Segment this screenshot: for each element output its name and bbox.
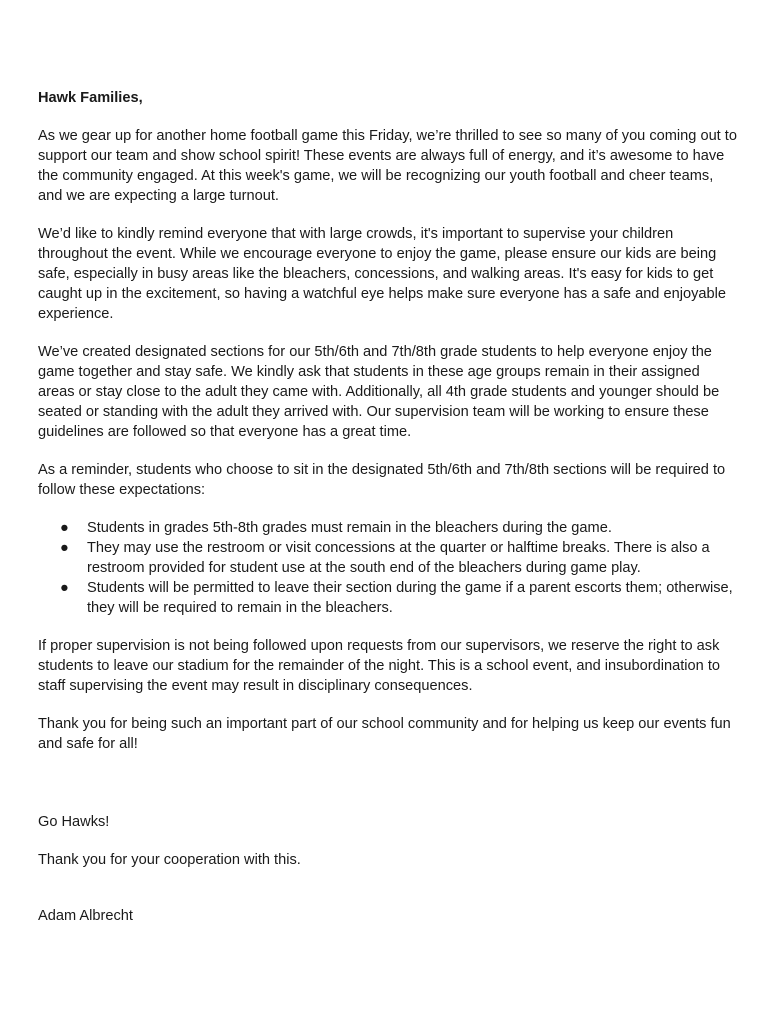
- list-item-text: They may use the restroom or visit concessions at the quarter or halftime breaks. There is also a restroom provided for student use at the south end of the bleachers during game play.: [87, 540, 710, 576]
- spacer: [38, 772, 738, 812]
- list-item-text: Students will be permitted to leave their section during the game if a parent escorts them; otherwise, they will be required to remain in the bleachers.: [87, 580, 733, 616]
- list-item: [38, 578, 738, 618]
- list-item: [38, 518, 738, 538]
- bullet-icon: ●: [60, 520, 69, 536]
- signature: Adam Albrecht: [38, 908, 133, 924]
- spacer: [38, 888, 738, 906]
- letter-body: [38, 88, 738, 926]
- paragraph-consequences: If proper supervision is not being followed upon requests from our supervisors, we reserve the right to ask students to leave our stadium for the remainder of the night. This is a school event, and insubordination to staff supervising the event may result in disciplinary consequences.: [38, 638, 720, 694]
- sign-off: Go Hawks!: [38, 814, 110, 830]
- expectations-list: [38, 518, 738, 618]
- bullet-icon: ●: [60, 540, 69, 556]
- paragraph-thanks: Thank you for being such an important part of our school community and for helping us keep our events fun and safe for all!: [38, 716, 731, 752]
- paragraph-supervision: We’d like to kindly remind everyone that with large crowds, it's important to supervise your children throughout the event. While we encourage everyone to enjoy the game, please ensure our kids are being safe, especially in busy areas like the bleachers, concessions, and walking areas. It's easy for kids to get caught up in the excitement, so having a watchful eye helps make sure everyone has a safe and enjoyable experience.: [38, 226, 726, 322]
- bullet-icon: ●: [60, 580, 69, 596]
- greeting: Hawk Families,: [38, 90, 143, 106]
- list-item-text: Students in grades 5th-8th grades must remain in the bleachers during the game.: [87, 520, 612, 536]
- thanks-line: Thank you for your cooperation with this.: [38, 852, 301, 868]
- paragraph-reminder: As a reminder, students who choose to sit in the designated 5th/6th and 7th/8th sections will be required to follow these expectations:: [38, 462, 726, 498]
- paragraph-intro: As we gear up for another home football game this Friday, we’re thrilled to see so many of you coming out to support our team and show school spirit! These events are always full of energy, and it’s awesome to have the community engaged. At this week's game, we will be recognizing our youth football and cheer teams, and we are expecting a large turnout.: [38, 128, 737, 204]
- list-item: [38, 538, 738, 578]
- paragraph-sections: We’ve created designated sections for our 5th/6th and 7th/8th grade students to help everyone enjoy the game together and stay safe. We kindly ask that students in these age groups remain in their assigned areas or stay close to the adult they came with. Additionally, all 4th grade students and younger should be seated or standing with the adult they arrived with. Our supervision team will be working to ensure these guidelines are followed so that everyone has a great time.: [38, 344, 720, 440]
